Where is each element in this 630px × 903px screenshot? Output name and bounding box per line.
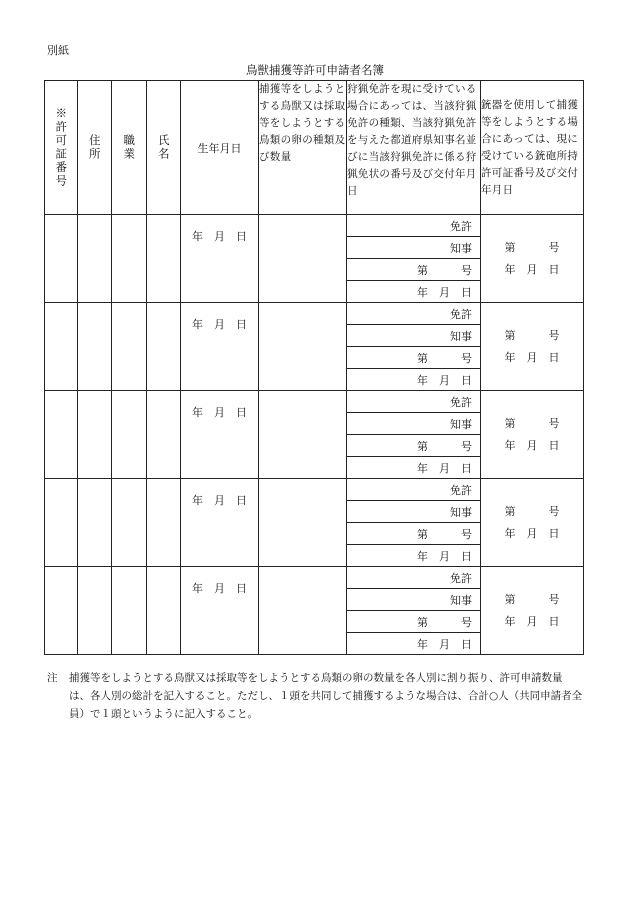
gun-license-cell[interactable] <box>481 479 584 567</box>
governor-cell[interactable]: 知事 <box>347 589 481 611</box>
address-cell[interactable] <box>78 303 112 391</box>
permit-no-cell[interactable] <box>45 479 78 567</box>
footnote-text: 捕獲等をしようとする鳥獣又は採取等をしようとする鳥類の卵の数量を各人別に割り振り、許可申請数量は、各人別の総計を記入すること。ただし、１頭を共同して捕獲するような場合は、合計○人（共同申請者全員）で１頭というように記入すること。 <box>69 672 583 720</box>
name-cell[interactable] <box>147 215 181 303</box>
applicant-row-line <box>45 567 584 589</box>
attachment-label: 別紙 <box>47 44 69 57</box>
page-title: 鳥獣捕獲等許可申請者名簿 <box>246 63 384 77</box>
license-issue-date-cell[interactable]: 年 月 日 <box>347 633 481 655</box>
header-species-quantity: 捕獲等をしようとする鳥獣又は採取等をしようとする鳥類の卵の種類及び数量 <box>259 81 347 215</box>
birthdate-cell[interactable]: 年 月 日 <box>181 215 259 303</box>
license-type-cell[interactable]: 免許 <box>347 479 481 501</box>
applicant-row-line <box>45 215 584 237</box>
header-occupation: 職業 <box>112 81 147 215</box>
header-name: 氏名 <box>147 81 181 215</box>
header-row <box>45 81 584 215</box>
header-permit-no: ※許可証番号 <box>45 81 78 215</box>
license-number-cell[interactable]: 第 号 <box>347 611 481 633</box>
name-cell[interactable] <box>147 303 181 391</box>
applicant-row-line <box>45 479 584 501</box>
species-quantity-cell[interactable] <box>259 567 347 655</box>
gun-license-cell[interactable] <box>481 303 584 391</box>
gun-number: 第 号 <box>504 592 560 606</box>
address-cell[interactable] <box>78 479 112 567</box>
footnote-label: 注 <box>47 672 58 684</box>
address-cell[interactable] <box>78 215 112 303</box>
birthdate-cell[interactable]: 年 月 日 <box>181 391 259 479</box>
license-issue-date-cell[interactable]: 年 月 日 <box>347 545 481 567</box>
birthdate-cell[interactable]: 年 月 日 <box>181 479 259 567</box>
address-cell[interactable] <box>78 391 112 479</box>
governor-cell[interactable]: 知事 <box>347 413 481 435</box>
governor-cell[interactable]: 知事 <box>347 501 481 523</box>
gun-number: 第 号 <box>504 416 560 430</box>
gun-issue-date: 年 月 日 <box>504 438 560 452</box>
license-type-cell[interactable]: 免許 <box>347 215 481 237</box>
address-cell[interactable] <box>78 567 112 655</box>
license-number-cell[interactable]: 第 号 <box>347 523 481 545</box>
license-number-cell[interactable]: 第 号 <box>347 259 481 281</box>
gun-license-cell[interactable] <box>481 567 584 655</box>
applicant-row-line <box>45 303 584 325</box>
governor-cell[interactable]: 知事 <box>347 237 481 259</box>
species-quantity-cell[interactable] <box>259 391 347 479</box>
gun-issue-date: 年 月 日 <box>504 262 560 276</box>
permit-no-cell[interactable] <box>45 303 78 391</box>
gun-number: 第 号 <box>504 240 560 254</box>
permit-no-cell[interactable] <box>45 215 78 303</box>
gun-issue-date: 年 月 日 <box>504 350 560 364</box>
gun-license-cell[interactable] <box>481 391 584 479</box>
governor-cell[interactable]: 知事 <box>347 325 481 347</box>
gun-number: 第 号 <box>504 328 560 342</box>
occupation-cell[interactable] <box>112 303 147 391</box>
applicant-register-table <box>44 80 584 655</box>
license-issue-date-cell[interactable]: 年 月 日 <box>347 281 481 303</box>
species-quantity-cell[interactable] <box>259 215 347 303</box>
gun-issue-date: 年 月 日 <box>504 614 560 628</box>
species-quantity-cell[interactable] <box>259 479 347 567</box>
gun-license-cell[interactable] <box>481 215 584 303</box>
header-address: 住所 <box>78 81 112 215</box>
license-issue-date-cell[interactable]: 年 月 日 <box>347 457 481 479</box>
gun-issue-date: 年 月 日 <box>504 526 560 540</box>
birthdate-cell[interactable]: 年 月 日 <box>181 567 259 655</box>
permit-no-cell[interactable] <box>45 567 78 655</box>
license-number-cell[interactable]: 第 号 <box>347 435 481 457</box>
occupation-cell[interactable] <box>112 567 147 655</box>
occupation-cell[interactable] <box>112 479 147 567</box>
species-quantity-cell[interactable] <box>259 303 347 391</box>
header-hunting-license: 狩猟免許を現に受けている場合にあっては、当該狩猟免許の種類、当該狩猟免許を与えた都道府県知事名並びに当該狩猟免許に係る狩猟免状の番号及び交付年月日 <box>347 81 481 215</box>
permit-no-cell[interactable] <box>45 391 78 479</box>
license-type-cell[interactable]: 免許 <box>347 303 481 325</box>
license-type-cell[interactable]: 免許 <box>347 567 481 589</box>
occupation-cell[interactable] <box>112 215 147 303</box>
license-issue-date-cell[interactable]: 年 月 日 <box>347 369 481 391</box>
license-number-cell[interactable]: 第 号 <box>347 347 481 369</box>
footnote <box>47 669 583 723</box>
gun-number: 第 号 <box>504 504 560 518</box>
birthdate-cell[interactable]: 年 月 日 <box>181 303 259 391</box>
header-birthdate: 生年月日 <box>181 81 259 215</box>
name-cell[interactable] <box>147 479 181 567</box>
applicant-row-line <box>45 391 584 413</box>
name-cell[interactable] <box>147 567 181 655</box>
name-cell[interactable] <box>147 391 181 479</box>
header-gun-license: 銃器を使用して捕獲等をしようとする場合にあっては、現に受けている銃砲所持許可証番号及び交付年月日 <box>481 81 584 215</box>
occupation-cell[interactable] <box>112 391 147 479</box>
license-type-cell[interactable]: 免許 <box>347 391 481 413</box>
